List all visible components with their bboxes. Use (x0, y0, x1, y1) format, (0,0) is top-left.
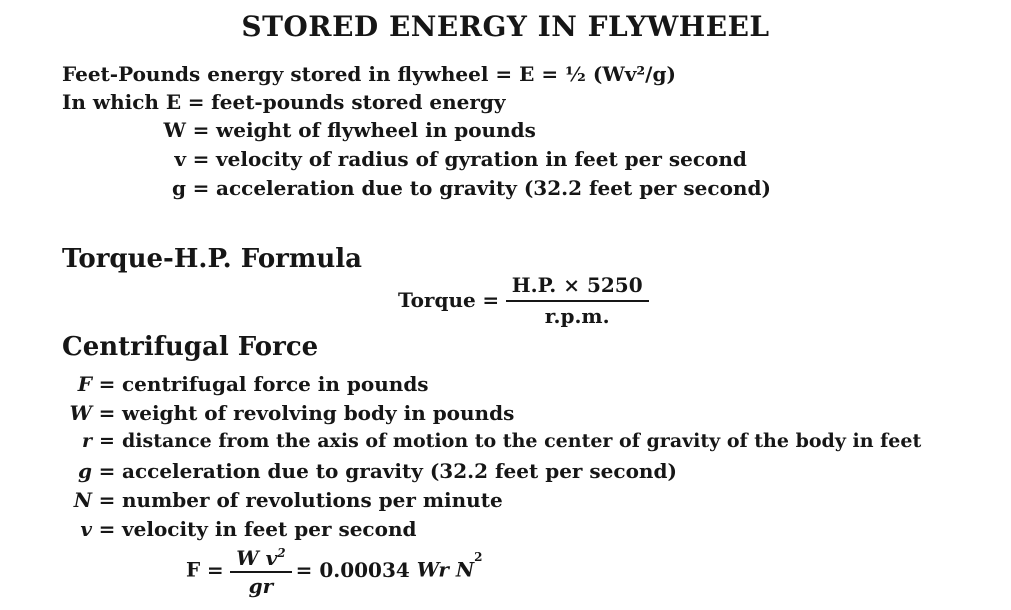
centrifugal-lhs: F (186, 557, 201, 582)
flywheel-def-g (140, 176, 771, 200)
equals-sign: = (98, 459, 116, 483)
centrifugal-heading: Centrifugal Force (62, 332, 319, 362)
centrifugal-def-text: velocity in feet per second (122, 517, 417, 541)
equals-sign: = (192, 176, 210, 200)
centrifugal-def-r (56, 430, 921, 452)
flywheel-def-e (62, 90, 506, 114)
torque-formula (398, 270, 649, 330)
flywheel-formula: Feet-Pounds energy stored in flywheel = E = ½ (Wv²/g) (62, 62, 676, 86)
equals-sign: = (187, 90, 205, 114)
torque-denominator: r.p.m. (544, 304, 610, 328)
equals-sign: = (192, 118, 210, 142)
flywheel-def-text: weight of flywheel in pounds (216, 118, 536, 142)
centrifugal-def-n (56, 488, 503, 512)
flywheel-def-lead: In which E (62, 90, 182, 114)
torque-heading: Torque-H.P. Formula (62, 244, 363, 274)
centrifugal-rhs-vars: Wr N (416, 557, 475, 582)
flywheel-def-v (140, 147, 747, 171)
torque-numerator: H.P. × 5250 (506, 270, 649, 302)
centrifugal-def-symbol: F (77, 372, 92, 396)
flywheel-def-text: velocity of radius of gyration in feet per second (216, 147, 747, 171)
torque-lhs: Torque (398, 288, 476, 312)
centrifugal-def-f (56, 372, 429, 396)
centrifugal-def-v (56, 517, 416, 541)
flywheel-def-w (140, 118, 536, 142)
numerator-exponent: 2 (277, 546, 286, 560)
centrifugal-def-g (56, 459, 677, 483)
centrifugal-def-symbol: g (78, 459, 92, 483)
page-title: STORED ENERGY IN FLYWHEEL (241, 10, 770, 43)
centrifugal-def-w (56, 401, 514, 425)
centrifugal-def-symbol: r (81, 430, 92, 452)
flywheel-def-symbol: g (172, 176, 186, 200)
centrifugal-def-text: weight of revolving body in pounds (122, 401, 515, 425)
centrifugal-numerator (230, 540, 291, 573)
torque-fraction (506, 270, 649, 330)
centrifugal-fraction (230, 540, 291, 599)
numerator-w: W (236, 546, 259, 570)
centrifugal-def-symbol: N (73, 488, 92, 512)
flywheel-def-text: feet-pounds stored energy (211, 90, 506, 114)
flywheel-def-symbol: v (174, 147, 186, 171)
equals-sign: = (206, 557, 224, 582)
centrifugal-def-text: number of revolutions per minute (122, 488, 503, 512)
centrifugal-def-text: distance from the axis of motion to the center of gravity of the body in feet (122, 430, 922, 452)
flywheel-def-text: acceleration due to gravity (32.2 feet per second) (216, 176, 771, 200)
centrifugal-def-symbol: v (80, 517, 92, 541)
equals-sign: = (99, 430, 115, 452)
equals-sign: = (98, 372, 116, 396)
centrifugal-rhs-coeff: = 0.00034 (295, 557, 410, 582)
equals-sign: = (98, 517, 116, 541)
equals-sign: = (192, 147, 210, 171)
centrifugal-formula (186, 540, 482, 599)
centrifugal-def-text: acceleration due to gravity (32.2 feet per second) (122, 459, 677, 483)
centrifugal-def-symbol: W (69, 401, 92, 425)
equals-sign: = (98, 488, 116, 512)
equals-sign: = (98, 401, 116, 425)
centrifugal-def-text: centrifugal force in pounds (122, 372, 429, 396)
numerator-v: v (265, 546, 278, 570)
centrifugal-denominator: gr (248, 574, 274, 598)
equals-sign: = (482, 288, 500, 312)
flywheel-def-symbol: W (163, 118, 186, 142)
centrifugal-rhs-exponent: 2 (474, 550, 483, 564)
